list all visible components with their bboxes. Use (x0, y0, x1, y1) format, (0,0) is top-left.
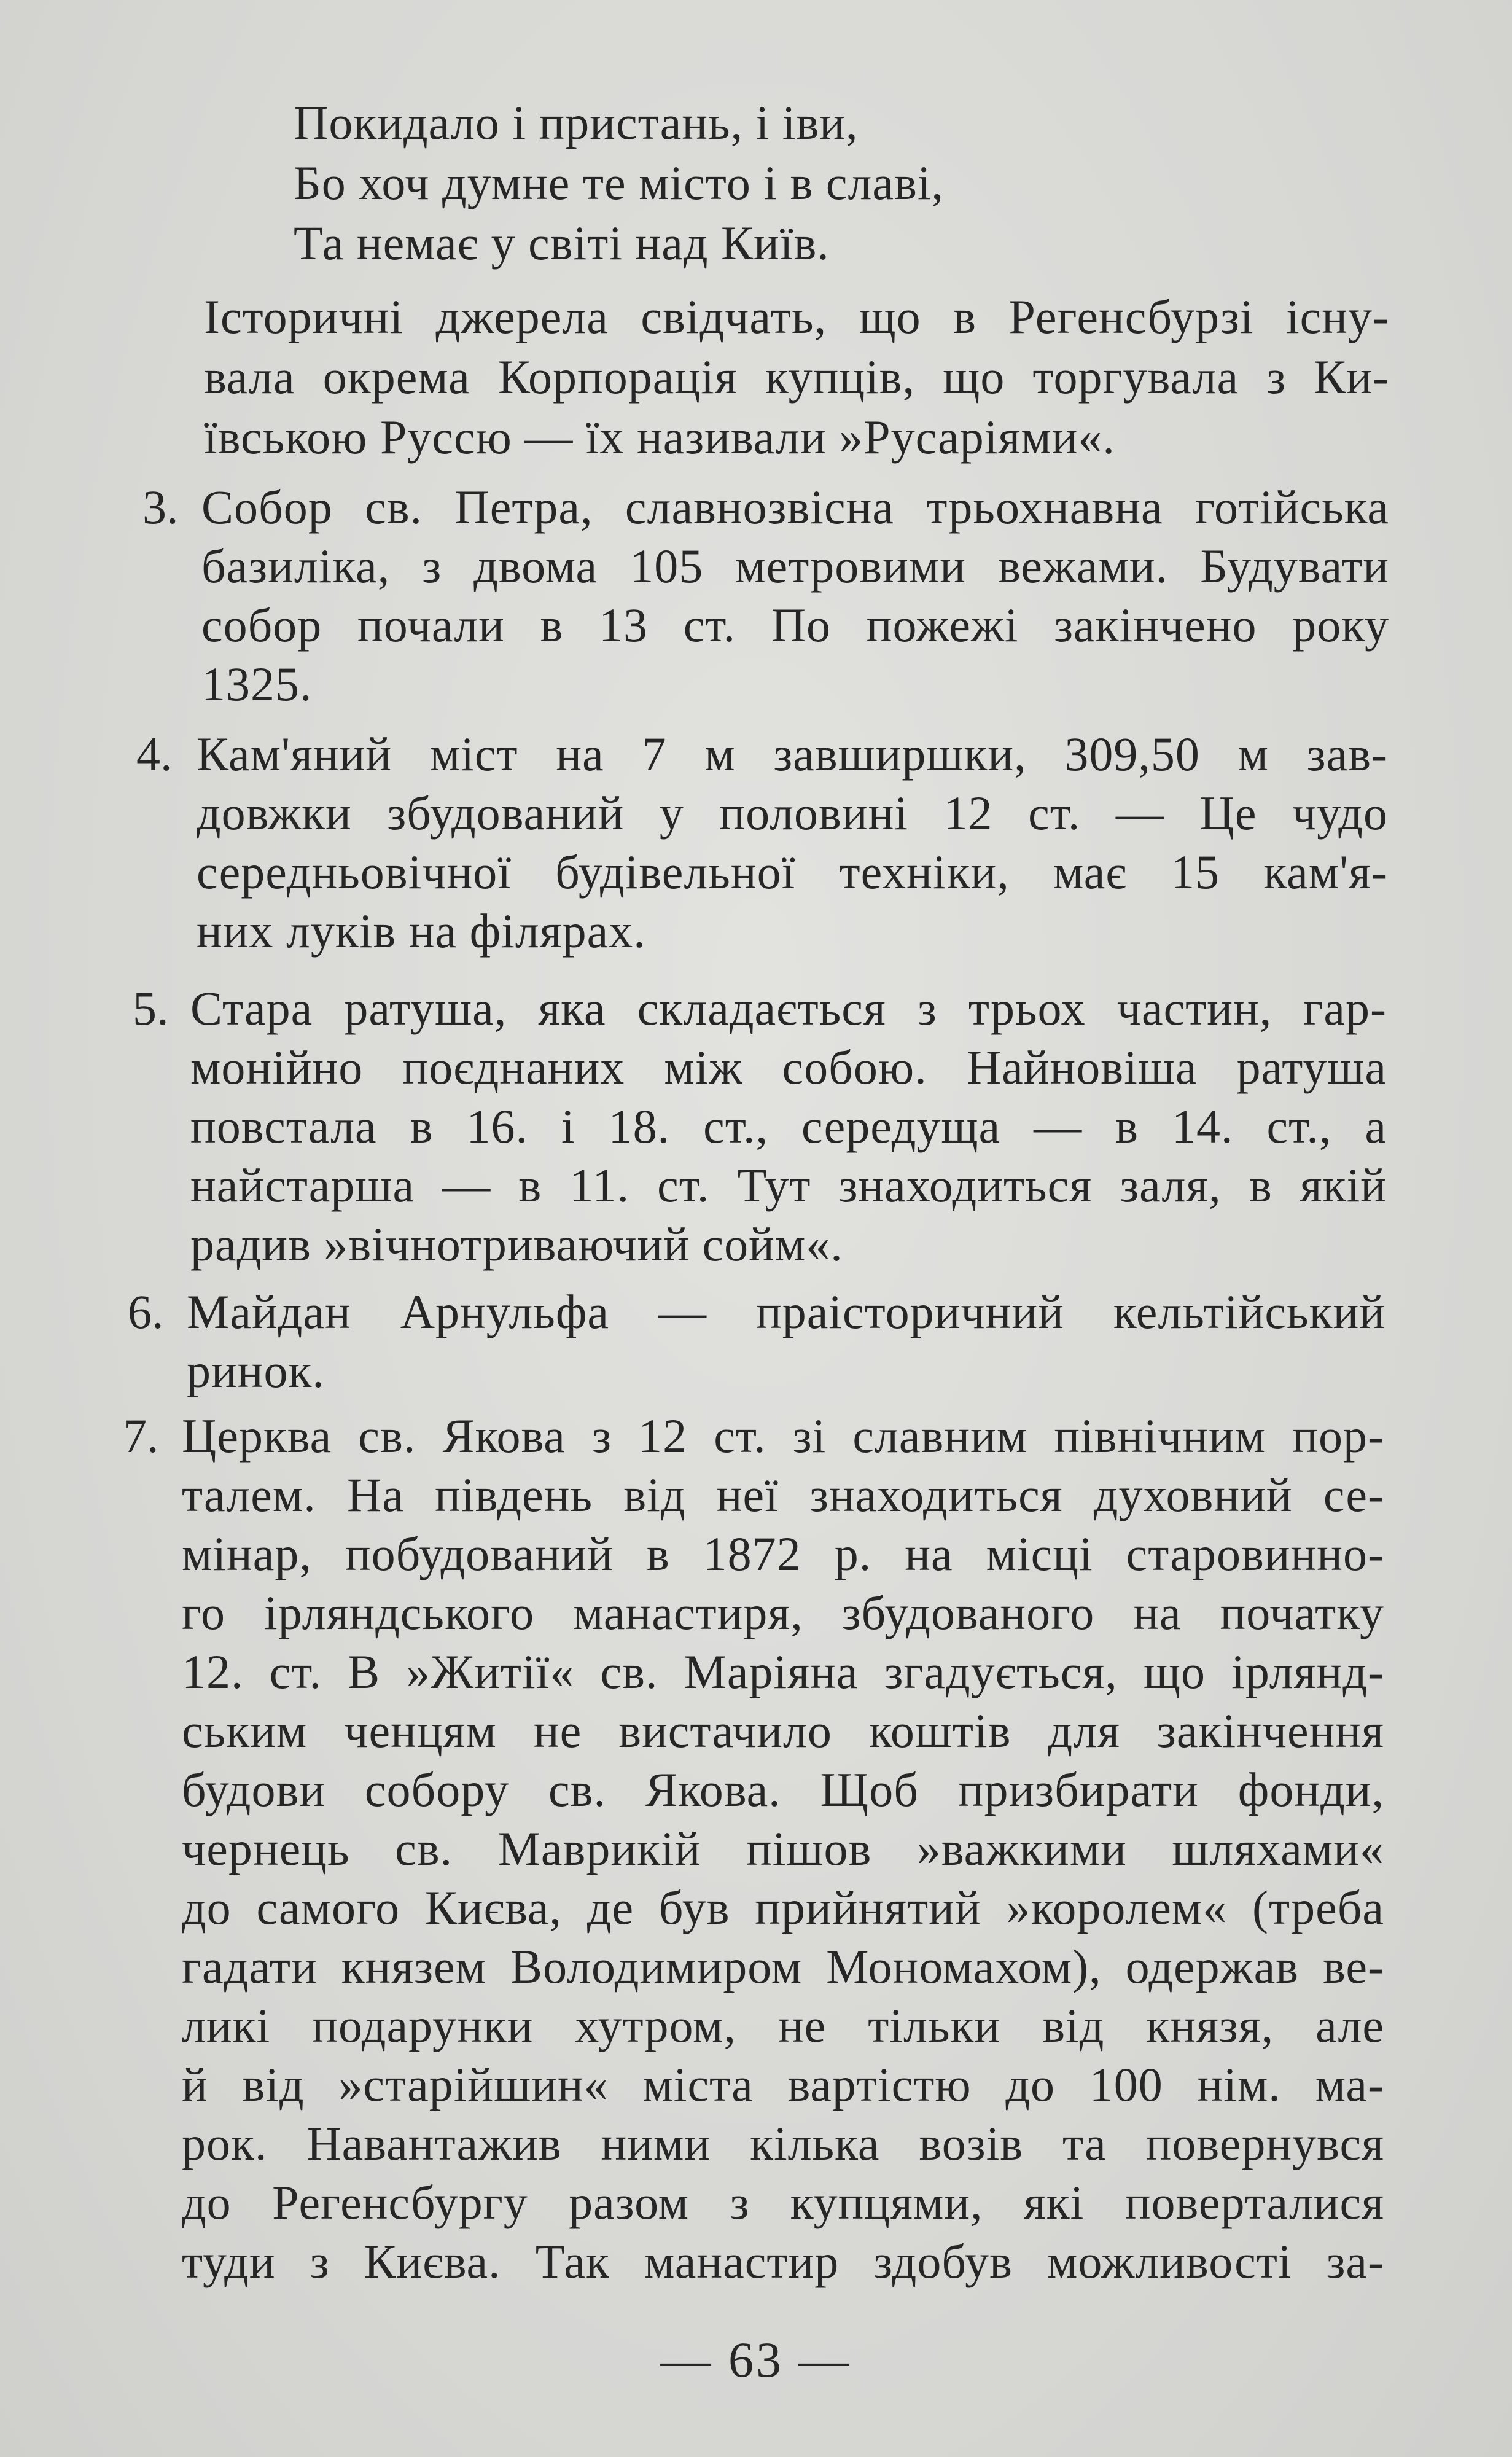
item-line: рок. Навантажив ними кілька возів та повернувся (182, 2117, 1384, 2170)
item-number: 4. (136, 727, 173, 781)
item-line: Церква св. Якова з 12 ст. зі славним північним пор- (182, 1409, 1384, 1463)
item-line: собор почали в 13 ст. По пожежі закінчено року (201, 598, 1389, 652)
item-line: й від »старійшин« міста вартістю до 100 нім. ма- (182, 2058, 1384, 2111)
item-line: Майдан Арнульфа — праісторичний кельтійський (187, 1285, 1385, 1338)
item-line: гадати князем Володимиром Мономахом), одержав ве- (182, 1940, 1384, 1993)
item-line: до самого Києва, де був прийнятий »королем« (треба (182, 1881, 1384, 1934)
item-line: го ірляндського манастиря, збудованого на початку (182, 1586, 1384, 1639)
item-line: туди з Києва. Так манастир здобув можливості за- (182, 2235, 1384, 2288)
item-line: повстала в 16. і 18. ст., середуща — в 14. ст., а (190, 1100, 1387, 1153)
item-line: мінар, побудований в 1872 р. на місці старовинно- (182, 1527, 1384, 1580)
page-number: — 63 — (660, 2332, 852, 2388)
item-line: найстарша — в 11. ст. Тут знаходиться заля, в якій (190, 1158, 1387, 1212)
paragraph-line: ївською Руссю — їх називали »Русаріями«. (204, 410, 1115, 464)
item-line: них луків на філярах. (197, 904, 646, 958)
item-line: Собор св. Петра, славнозвісна трьохнавна готійська (201, 480, 1389, 534)
item-line: 12. ст. В »Житії« св. Маріяна згадується, що ірлянд- (182, 1645, 1384, 1698)
item-line: монійно поєднаних між собою. Найновіша ратуша (190, 1041, 1387, 1094)
item-line: ським ченцям не вистачило коштів для закінчення (182, 1704, 1384, 1757)
item-line: базиліка, з двома 105 метровими вежами. Будувати (201, 539, 1389, 593)
item-line: чернець св. Маврикій пішов »важкими шляхами« (182, 1822, 1384, 1875)
item-line: будови собору св. Якова. Щоб призбирати фонди, (182, 1763, 1384, 1816)
item-line: до Регенсбургу разом з купцями, які поверталися (182, 2176, 1384, 2229)
paragraph-line: Історичні джерела свідчать, що в Регенсбурзі іcну- (204, 290, 1389, 343)
item-number: 3. (142, 480, 179, 534)
item-line: довжки збудований у половині 12 ст. — Це чудо (197, 786, 1388, 840)
item-line: ринок. (187, 1344, 325, 1397)
poem-line: Покидало і пристань, і іви, (294, 96, 859, 149)
item-number: 5. (133, 982, 169, 1035)
paragraph-line: вала окрема Корпорація купців, що торгувала з Ки- (204, 350, 1389, 404)
poem-line: Бо хоч думне те місто і в славі, (294, 156, 944, 209)
item-line: середньовічної будівельної техніки, має 15 кам'я- (197, 845, 1388, 899)
item-line: Стара ратуша, яка складається з трьох частин, гар- (190, 982, 1387, 1035)
item-line: Кам'яний міст на 7 м завширшки, 309,50 м зав- (197, 727, 1388, 781)
item-line: радив »вічнотриваючий сойм«. (190, 1217, 843, 1271)
item-number: 7. (123, 1409, 159, 1463)
poem-line: Та немає у світі над Київ. (294, 216, 830, 270)
item-line: ликі подарунки хутром, не тільки від князя, але (182, 1999, 1384, 2052)
item-line: 1325. (201, 657, 313, 711)
item-number: 6. (128, 1285, 164, 1338)
item-line: талем. На південь від неї знаходиться духовний се- (182, 1468, 1384, 1521)
